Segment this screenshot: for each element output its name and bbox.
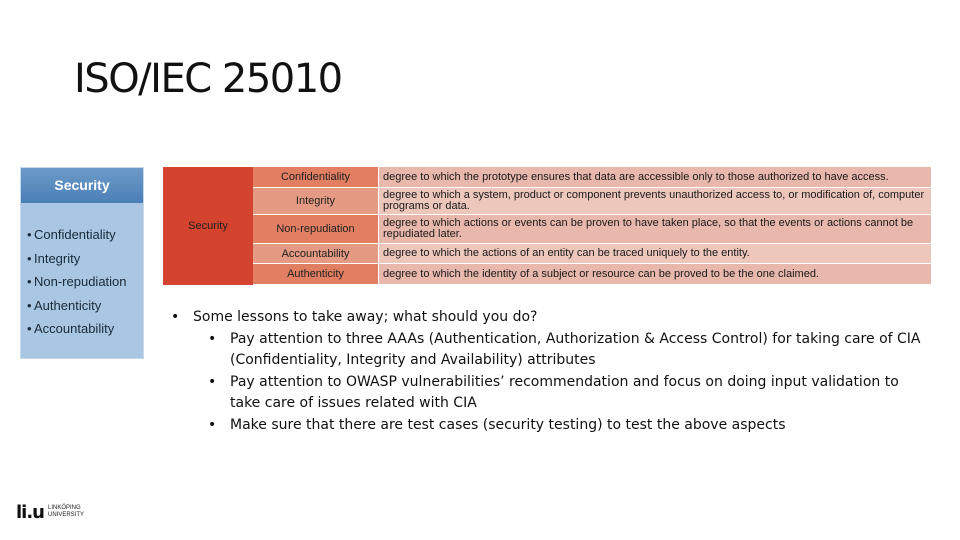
- bullet-sub-text: Pay attention to three AAAs (Authentication, Authorization & Access Control) for taking care of CIA (Confidentiality, Integrity and Availability) attributes: [230, 331, 921, 368]
- table-term: Authenticity: [253, 264, 379, 284]
- table-row: [253, 167, 931, 188]
- bullet-sub: [208, 329, 930, 371]
- security-card-item: • Confidentiality: [27, 227, 116, 242]
- table-term: Confidentiality: [253, 167, 379, 187]
- bullet-sub: [208, 415, 930, 436]
- bullet-sub: [208, 372, 930, 414]
- security-card-item: • Non-repudiation: [27, 274, 127, 289]
- table-row: [253, 215, 931, 244]
- university-logo: [16, 502, 84, 522]
- table-definition: degree to which the actions of an entity can be traced uniquely to the entity.: [379, 244, 931, 263]
- table-row: [253, 188, 931, 215]
- bullet-main: [171, 307, 913, 328]
- logo-mark: li.u: [16, 501, 44, 523]
- table-row: [253, 244, 931, 264]
- security-card-item: • Accountability: [27, 321, 115, 336]
- bullet-sub-text: Pay attention to OWASP vulnerabilities’ recommendation and focus on doing input validation to take care of issues related with CIA: [230, 374, 899, 411]
- bullet-marker: •: [208, 417, 217, 433]
- bullet-sub-text: Make sure that there are test cases (security testing) to test the above aspects: [230, 417, 786, 433]
- page-title: ISO/IEC 25010: [74, 56, 342, 102]
- table-row: [253, 264, 931, 285]
- security-card: [20, 167, 144, 359]
- table-definition: degree to which a system, product or component prevents unauthorized access to, or modification of, computer programs or data.: [379, 188, 931, 214]
- bullet-marker: •: [208, 374, 217, 390]
- security-card-item: • Authenticity: [27, 297, 102, 313]
- security-card-list: [21, 223, 143, 341]
- table-definition: degree to which actions or events can be proven to have taken place, so that the events or actions cannot be repudiated later.: [379, 215, 931, 243]
- table-term: Non-repudiation: [253, 215, 379, 243]
- table-definition: degree to which the identity of a subject or resource can be proved to be the one claimed.: [379, 264, 931, 284]
- table-definition: degree to which the prototype ensures that data are accessible only to those authorized to have access.: [379, 167, 931, 187]
- logo-text: LINKÖPING UNIVERSITY: [48, 505, 85, 518]
- bullet-main-text: Some lessons to take away; what should you do?: [193, 309, 538, 325]
- table-term: Accountability: [253, 244, 379, 263]
- security-card-header: Security: [21, 168, 143, 203]
- table-category-cell: Security: [163, 167, 253, 285]
- security-card-item: • Integrity: [27, 250, 81, 266]
- bullet-marker: •: [208, 331, 217, 347]
- bullet-marker: •: [171, 309, 180, 325]
- table-term: Integrity: [253, 188, 379, 214]
- security-definition-table: [163, 167, 931, 285]
